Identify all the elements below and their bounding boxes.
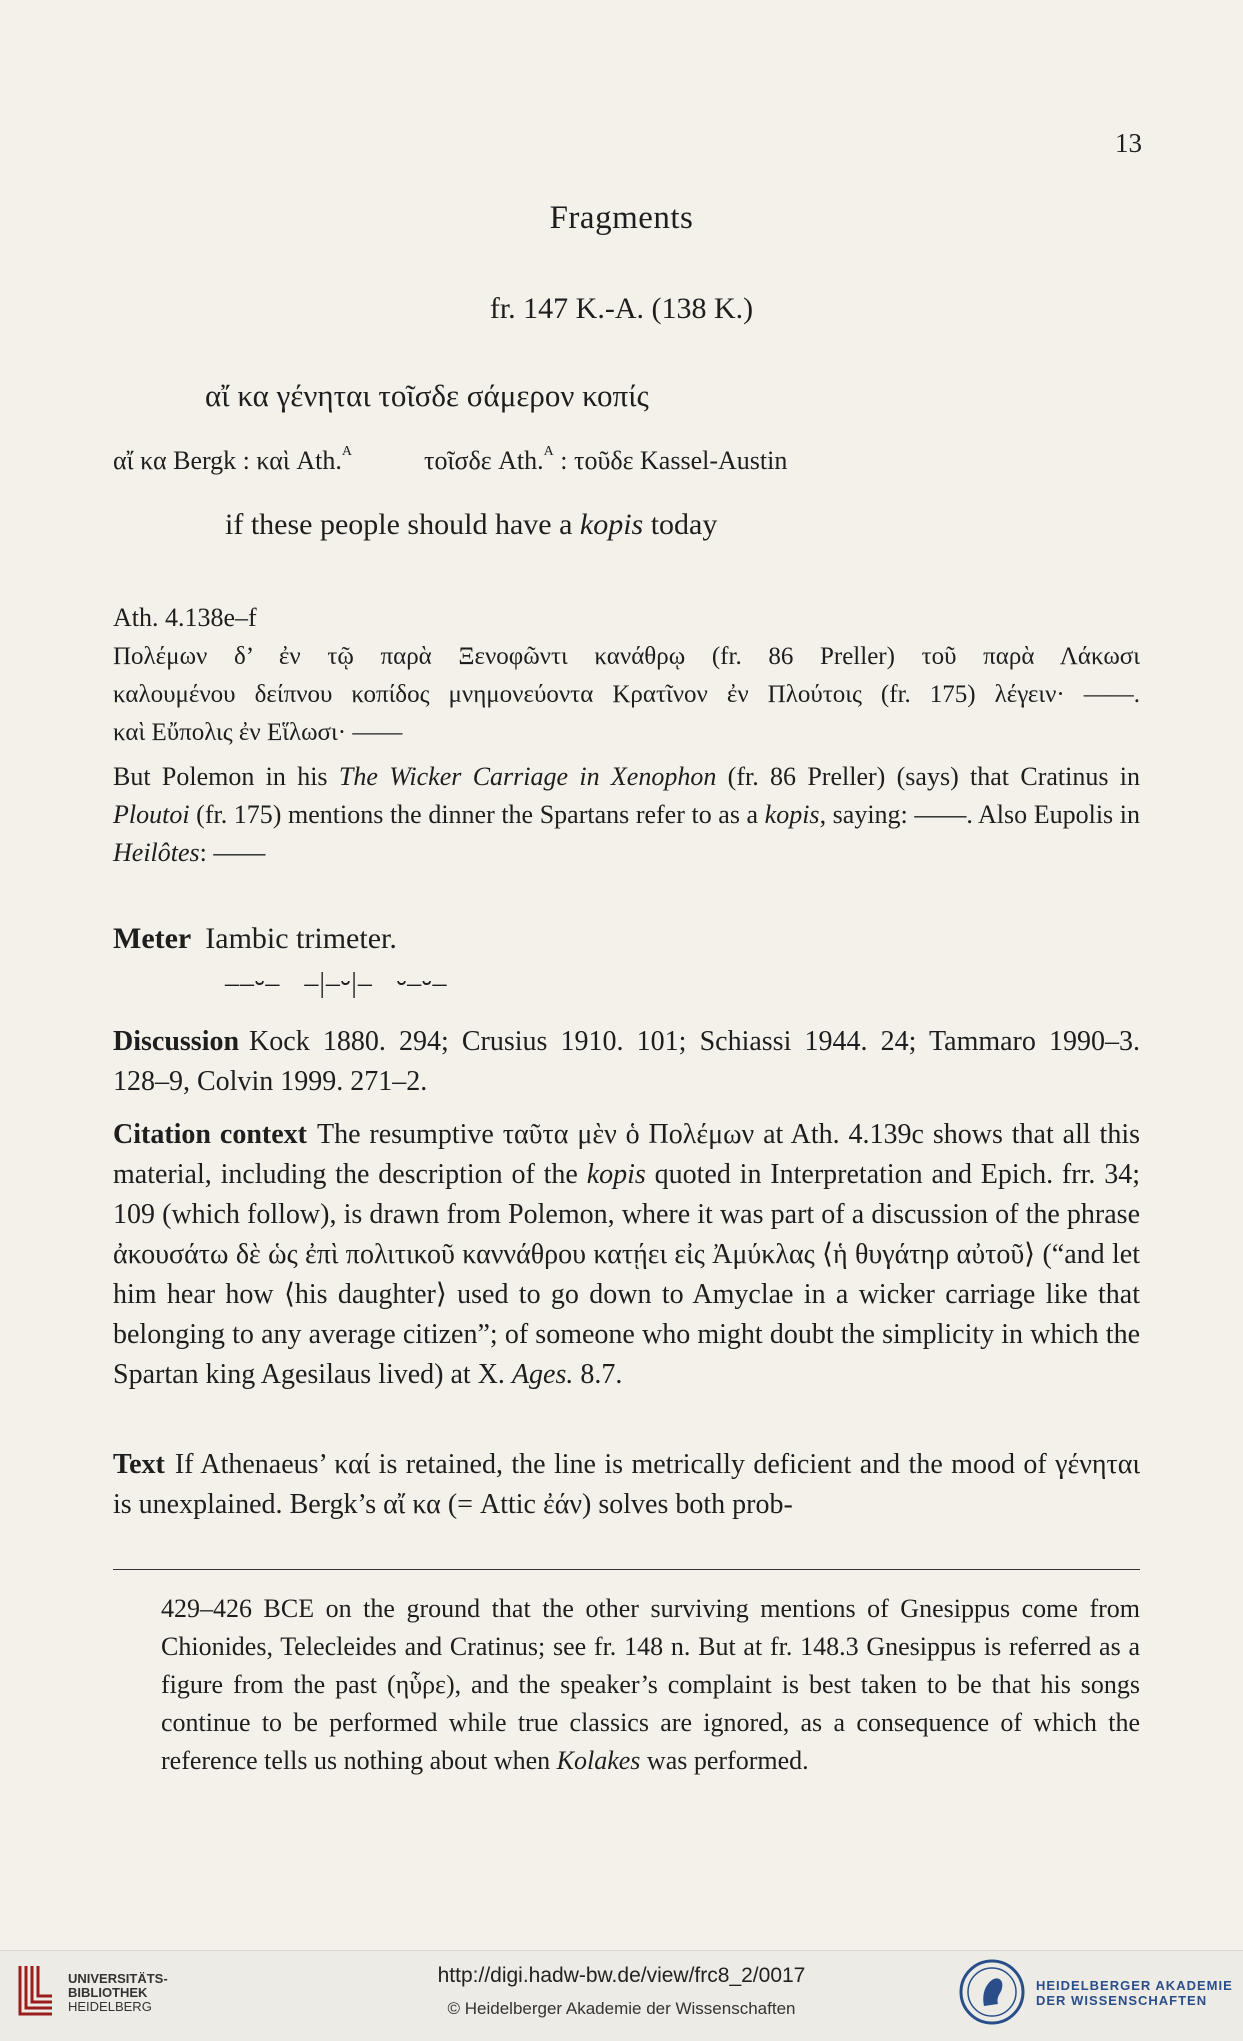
academy-name xyxy=(1036,1978,1233,2008)
library-line-2: BIBLIOTHEK xyxy=(68,1985,148,2000)
footnote-a-it: Kolakes xyxy=(556,1746,641,1775)
permalink-url[interactable]: http://digi.hadw-bw.de/view/frc8_2/0017 xyxy=(437,1964,806,1987)
source-greek-line-2: καλουμένου δείπνου κοπίδος μνημονεύοντα Κρατῖνον ἐν Πλούτοις (fr. 175) λέγειν· ——. xyxy=(113,681,1140,708)
footnote xyxy=(161,1590,1140,1780)
meter-section xyxy=(113,922,397,956)
eng-d-it: Heilôtes xyxy=(113,838,200,867)
text-body: If Athenaeus’ καί is retained, the line is metrically deficient and the mood of γένηται is unexplained. Bergk’s αἴ κα (= Attic ἐάν) solves both prob- xyxy=(113,1449,1140,1520)
text-label: Text xyxy=(113,1449,165,1480)
source-greek-line-1: Πολέμων δ’ ἐν τῷ παρὰ Ξενοφῶντι κανάθρῳ (fr. 86 Preller) τοῦ παρὰ Λάκωσι xyxy=(113,643,1140,670)
eng-b-it: Ploutoi xyxy=(113,800,190,829)
academy-seal-icon[interactable] xyxy=(958,1958,1026,2026)
eng-a: But Polemon in his xyxy=(113,762,339,791)
translation-before: if these people should have a xyxy=(225,508,580,541)
apparatus-part3: : τοῦδε Kassel-Austin xyxy=(553,446,788,475)
eng-b: (fr. 86 Preller) (says) that Cratinus in xyxy=(716,762,1141,791)
citation-label: Citation context xyxy=(113,1119,307,1150)
footnote-a: 429–426 BCE on the ground that the other surviving mentions of Gnesippus come from Chionides, Telecleides and Cratinus; see fr. 148 n. But at fr. 148.3 Gnesippus is referred as a figure from the past (ηὗρε), and the speaker’s complaint is best taken to be that his songs continue to be performed while true classics are ignored, as a consequence of which the reference tells us nothing about when xyxy=(161,1594,1140,1775)
source-greek xyxy=(113,638,1140,752)
cit-a-it: kopis xyxy=(586,1159,646,1190)
cit-a: The resumptive ταῦτα μὲν ὁ Πολέμων at Ath. 4.139c shows that all this material, including the description of the xyxy=(113,1119,1140,1190)
apparatus-part2: τοῖσδε Ath. xyxy=(424,446,544,475)
fragment-label: fr. 147 K.-A. (138 K.) xyxy=(489,292,754,325)
eng-a-it: The Wicker Carriage in Xenophon xyxy=(338,762,717,791)
page-number: 13 xyxy=(1115,128,1142,158)
cit-c: 8.7. xyxy=(573,1359,623,1390)
footnote-b: was performed. xyxy=(640,1746,809,1775)
translation-italic: kopis xyxy=(579,508,644,541)
cit-b-it: Ages. xyxy=(511,1359,574,1390)
academy-line-1: HEIDELBERGER AKADEMIE xyxy=(1036,1978,1233,1993)
meter-text: Iambic trimeter. xyxy=(205,922,397,955)
meter-label: Meter xyxy=(113,922,192,955)
text-section xyxy=(113,1445,1140,1525)
source-reference: Ath. 4.138e–f xyxy=(113,603,257,632)
footnote-divider xyxy=(113,1569,1140,1570)
critical-apparatus xyxy=(113,446,787,476)
greek-verse: αἴ κα γένηται τοῖσδε σάμερον κοπίς xyxy=(205,378,649,413)
eng-c: (fr. 175) mentions the dinner the Spartans refer to as a xyxy=(189,800,765,829)
cit-b: quoted in Interpretation and Epich. frr. 34; 109 (which follow), is drawn from Polemon, where it was part of a discussion of the phrase ἀκουσάτω δὲ ὡς ἐπὶ πολιτικοῦ καννάθρου κατῄει εἰς Ἀμύκλας ⟨ἡ θυγάτηρ αὐτοῦ⟩ (“and let him hear how ⟨his daughter⟩ used to go down to Amyclae in a wicker carriage like that belonging to any average citizen”; of someone who might doubt the simplicity in which the Spartan king Agesilaus lived) at X. xyxy=(113,1159,1140,1390)
copyright-notice: © Heidelberger Akademie der Wissenschaften xyxy=(447,1999,796,2018)
meter-scansion: ––⏑– –|–⏑|– ⏑–⏑– xyxy=(225,968,448,999)
academy-line-2: DER WISSENSCHAFTEN xyxy=(1036,1993,1208,2008)
library-line-1: UNIVERSITÄTS- xyxy=(68,1971,168,1986)
eng-e: : —— xyxy=(199,838,266,867)
discussion-text: Kock 1880. 294; Crusius 1910. 101; Schiassi 1944. 24; Tammaro 1990–3. 128–9, Colvin 1999. 271–2. xyxy=(113,1026,1140,1097)
discussion-section xyxy=(113,1022,1140,1102)
library-line-3: HEIDELBERG xyxy=(68,1999,152,2014)
translation-after: today xyxy=(643,508,718,541)
eng-c-it: kopis xyxy=(764,800,820,829)
eng-d: , saying: ——. Also Eupolis in xyxy=(819,800,1140,829)
apparatus-sup2: A xyxy=(543,444,554,459)
apparatus-part1: αἴ κα Bergk : καὶ Ath. xyxy=(113,446,342,475)
citation-context-section xyxy=(113,1115,1140,1395)
source-english xyxy=(113,758,1140,872)
source-greek-line-3: καὶ Εὔπολις ἐν Εἵλωσι· —— xyxy=(113,719,403,746)
apparatus-sup1: A xyxy=(341,444,353,459)
section-heading: Fragments xyxy=(549,200,694,236)
translation xyxy=(225,508,717,542)
discussion-label: Discussion xyxy=(113,1026,240,1057)
